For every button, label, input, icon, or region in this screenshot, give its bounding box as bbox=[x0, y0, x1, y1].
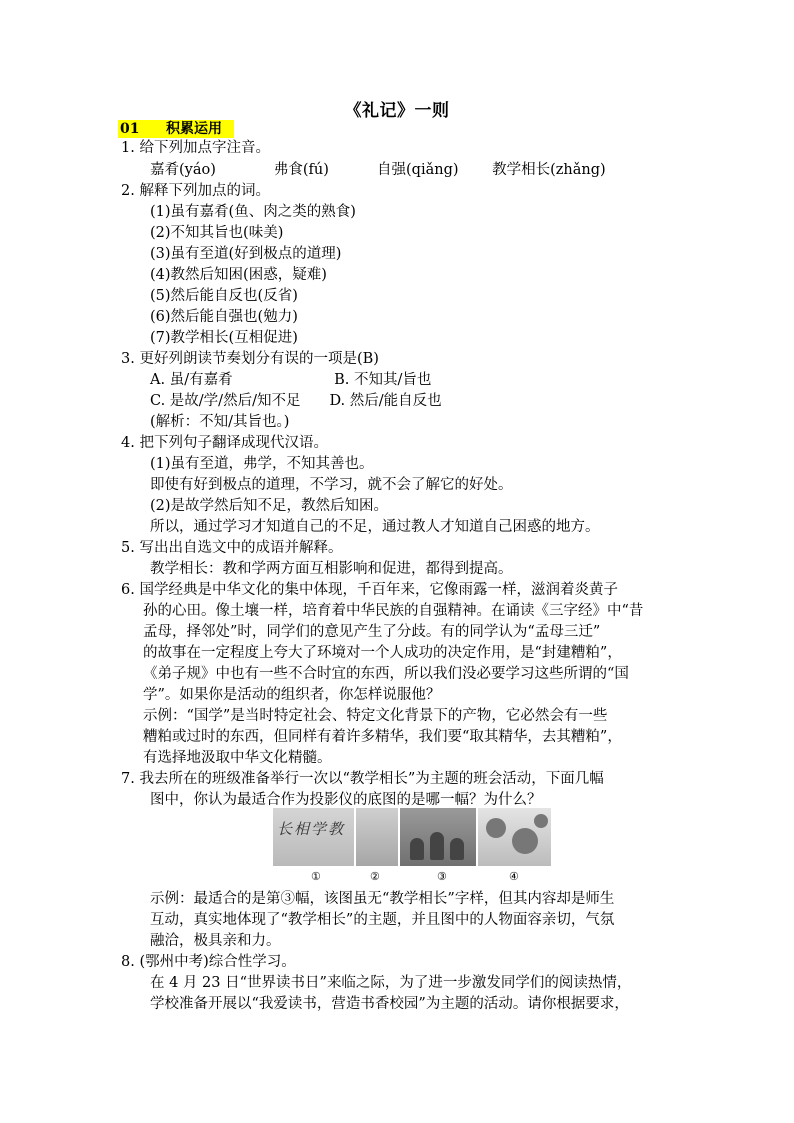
figure-1-calligraphy: 长相学教 bbox=[277, 820, 346, 838]
text-line: 图中，你认为最适合作为投影仪的底图的是哪一幅？为什么？ bbox=[150, 792, 542, 808]
section-heading bbox=[118, 120, 234, 138]
text-line: A. 虽/有嘉肴 B. 不知其/旨也 bbox=[150, 372, 432, 388]
text-line: 在 4 月 23 日“世界读书日”来临之际，为了进一步激发同学们的阅读热情， bbox=[150, 975, 632, 991]
text-line: 糟粕或过时的东西，但同样有着许多精华，我们要“取其精华，去其糟粕”， bbox=[143, 729, 622, 745]
section-label: 积累运用 bbox=[166, 121, 222, 137]
text-line: 7. 我去所在的班级准备举行一次以“教学相长”为主题的班会活动，下面几幅 bbox=[121, 771, 604, 787]
text-line: (1)虽有至道，弗学，不知其善也。 bbox=[150, 456, 374, 472]
text-line: 示例：最适合的是第③幅，该图虽无“教学相长”字样，但其内容却是师生 bbox=[150, 891, 615, 907]
figure-caption-2: ② bbox=[370, 870, 380, 883]
text-line: (5)然后能自反也(反省) bbox=[150, 288, 298, 304]
section-number: 01 bbox=[120, 121, 140, 137]
text-line: 融洽，极具亲和力。 bbox=[150, 933, 281, 949]
text-line: (4)教然后知困(困惑，疑难) bbox=[150, 267, 327, 283]
figure-image-2 bbox=[356, 808, 398, 866]
text-line: C. 是故/学/然后/知不足 D. 然后/能自反也 bbox=[150, 393, 442, 409]
text-line: (3)虽有至道(好到极点的道理) bbox=[150, 246, 342, 262]
figure-caption-1: ① bbox=[311, 870, 321, 883]
text-line: 1. 给下列加点字注音。 bbox=[121, 140, 270, 156]
text-line: 嘉肴(yáo) 弗食(fú) 自强(qiǎng) 教学相长(zhǎng) bbox=[150, 162, 606, 178]
figure-image-1 bbox=[273, 808, 354, 866]
text-line: 3. 更好列朗读节奏划分有误的一项是(B) bbox=[121, 351, 379, 367]
text-line: 8. (鄂州中考)综合性学习。 bbox=[121, 954, 296, 970]
text-line: 有选择地汲取中华文化精髓。 bbox=[143, 750, 332, 766]
figure-image-3 bbox=[400, 808, 475, 866]
text-line: 孟母，择邻处”时，同学们的意见产生了分歧。有的同学认为“孟母三迁” bbox=[143, 624, 601, 640]
figure-caption-4: ④ bbox=[509, 870, 519, 883]
figure-image-4 bbox=[478, 808, 551, 866]
text-line: 2. 解释下列加点的词。 bbox=[121, 183, 270, 199]
figure-strip bbox=[273, 808, 551, 866]
text-line: 互动，真实地体现了“教学相长”的主题，并且图中的人物面容亲切，气氛 bbox=[150, 912, 615, 928]
text-line: 即使有好到极点的道理，不学习，就不会了解它的好处。 bbox=[150, 477, 513, 493]
text-line: 教学相长：教和学两方面互相影响和促进，都得到提高。 bbox=[150, 561, 513, 577]
text-line: 学校准备开展以“我爱读书，营造书香校园”为主题的活动。请你根据要求， bbox=[150, 996, 629, 1012]
text-line: 6. 国学经典是中华文化的集中体现，千百年来，它像雨露一样，滋润着炎黄子 bbox=[121, 582, 618, 598]
text-line: 5. 写出出自选文中的成语并解释。 bbox=[121, 540, 343, 556]
text-line: 学”。如果你是活动的组织者，你怎样说服他？ bbox=[143, 687, 441, 703]
figure-caption-3: ③ bbox=[437, 870, 447, 883]
text-line: (7)教学相长(互相促进) bbox=[150, 330, 298, 346]
text-line: (6)然后能自强也(勉力) bbox=[150, 309, 298, 325]
text-line: (2)不知其旨也(味美) bbox=[150, 225, 284, 241]
text-line: 示例：“国学”是当时特定社会、特定文化背景下的产物，它必然会有一些 bbox=[143, 708, 608, 724]
text-line: (1)虽有嘉肴(鱼、肉之类的熟食) bbox=[150, 204, 356, 220]
text-line: 所以，通过学习才知道自己的不足，通过教人才知道自己困惑的地方。 bbox=[150, 519, 600, 535]
text-line: (解析：不知/其旨也。) bbox=[150, 414, 290, 430]
page-title: 《礼记》一则 bbox=[344, 101, 450, 121]
text-line: 孙的心田。像土壤一样，培育着中华民族的自强精神。在诵读《三字经》中“昔 bbox=[143, 603, 644, 619]
text-line: 4. 把下列句子翻译成现代汉语。 bbox=[121, 435, 328, 451]
text-line: 《弟子规》中也有一些不合时宜的东西，所以我们没必要学习这些所谓的“国 bbox=[143, 666, 629, 682]
text-line: (2)是故学然后知不足，教然后知困。 bbox=[150, 498, 389, 514]
text-line: 的故事在一定程度上夸大了环境对一个人成功的决定作用，是“封建糟粕”， bbox=[143, 645, 622, 661]
